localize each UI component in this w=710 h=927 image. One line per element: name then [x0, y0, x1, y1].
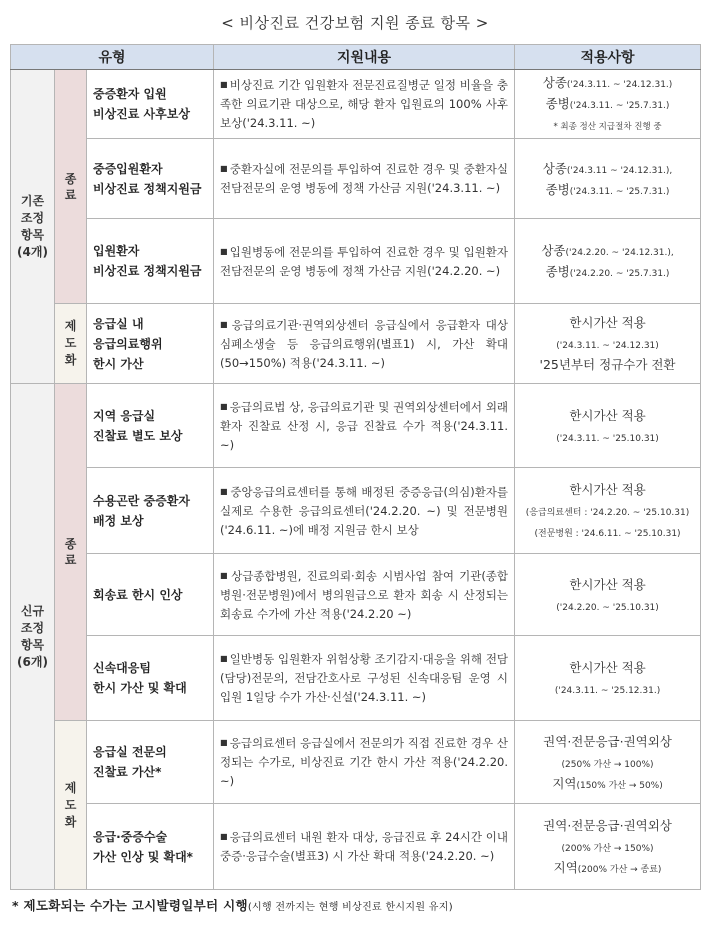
apply-sm: ('24.3.11. ~ '25.7.31.) — [569, 101, 670, 111]
apply-big: 한시가산 적용 — [569, 482, 646, 497]
support-end-table — [10, 44, 701, 890]
group-existing — [11, 70, 55, 384]
apply-line — [517, 333, 698, 354]
item-name-line: 신속대응팀 — [93, 661, 151, 675]
apply-details — [515, 721, 701, 804]
support-content-text: 상급종합병원, 진료의뢰·회송 시범사업 참여 기관(종합병원·전문병원)에서 병의원급으로 환자 회송 시 산정되는 회송료 수가에 가산 적용('24.2.20 ~) — [220, 568, 509, 621]
apply-line — [517, 857, 698, 878]
square-bullet-icon: ■ — [220, 486, 229, 496]
apply-sm: ('24.3.11 ~ '24.12.31.), — [566, 165, 673, 176]
apply-line — [517, 752, 698, 773]
header-content: 지원내용 — [214, 45, 515, 70]
support-content — [214, 554, 515, 636]
footnote — [12, 896, 453, 914]
apply-line — [517, 595, 698, 616]
support-content — [214, 139, 515, 219]
apply-details — [515, 384, 701, 468]
apply-sm: (200% 가산 → 150%) — [561, 844, 654, 854]
group-new-line: 신규 — [20, 603, 45, 618]
item-name-line: 응급실 전문의 — [93, 745, 167, 759]
page-title: < 비상진료 건강보험 지원 종료 항목 > — [221, 14, 489, 32]
item-name-line: 한시 가산 — [93, 356, 144, 371]
footnote-main: * 제도화되는 수가는 고시발령일부터 시행 — [12, 898, 248, 913]
apply-details — [515, 304, 701, 384]
support-content — [214, 304, 515, 384]
apply-big: 종병 — [545, 181, 570, 197]
item-name-line: 비상진료 정책지원금 — [93, 264, 202, 278]
apply-line — [517, 500, 698, 521]
support-content-text: 입원병동에 전문의를 투입하여 진료한 경우 및 입원환자 전담전문의 운영 병동에 정책 가산금 지원('24.2.20. ~) — [220, 244, 509, 278]
table-row — [11, 468, 701, 554]
subgroup-institutionalize-line: 제 — [64, 319, 77, 333]
subgroup-institutionalize-line: 도 — [64, 336, 77, 350]
apply-details — [515, 554, 701, 636]
table-row — [11, 70, 701, 139]
support-content — [214, 468, 515, 554]
support-content — [214, 384, 515, 468]
apply-line — [517, 479, 698, 500]
item-name-line: 비상진료 사후보상 — [93, 107, 190, 121]
apply-details — [515, 219, 701, 304]
item-name-line: 지역 응급실 — [93, 408, 156, 423]
apply-line — [517, 158, 698, 179]
apply-line — [517, 261, 698, 282]
item-name-line: 중증환자 입원 — [93, 87, 167, 101]
item-name — [87, 70, 214, 139]
item-name — [87, 554, 214, 636]
item-name — [87, 468, 214, 554]
support-content — [214, 219, 515, 304]
support-content — [214, 70, 515, 139]
table-row — [11, 384, 701, 468]
item-name — [87, 219, 214, 304]
item-name-line: 비상진료 정책지원금 — [93, 181, 202, 196]
table-row — [11, 721, 701, 804]
subgroup-institutionalize-line: 도 — [64, 797, 77, 812]
apply-sm: (250% 가산 → 100%) — [561, 759, 654, 770]
apply-big: 상종 — [541, 243, 566, 258]
apply-line — [517, 312, 698, 333]
group-new — [11, 384, 55, 890]
square-bullet-icon: ■ — [220, 164, 228, 173]
table-row — [11, 636, 701, 721]
apply-line — [517, 574, 698, 595]
subgroup-end-line: 종 — [64, 171, 77, 186]
apply-line — [517, 836, 698, 857]
apply-big: 상종 — [542, 160, 567, 176]
square-bullet-icon: ■ — [220, 401, 228, 411]
table-header-row — [11, 45, 701, 70]
apply-big: 한시가산 적용 — [569, 315, 646, 330]
item-name-line: 응급실 내 — [93, 316, 144, 331]
item-name-line: 응급·중증수술 — [93, 829, 168, 844]
apply-details — [515, 636, 701, 721]
apply-sm: (200% 가산 → 종료) — [577, 865, 662, 875]
subgroup-end-line: 료 — [64, 553, 77, 567]
apply-note: * 최종 정산 지급절차 진행 중 — [553, 122, 662, 132]
subgroup-institutionalize-line: 화 — [64, 353, 77, 367]
apply-line — [517, 240, 698, 261]
subgroup-institutionalize — [55, 721, 87, 890]
footnote-detail: (시행 전까지는 현행 비상진료 한시지원 유지) — [247, 902, 453, 913]
table-row — [11, 139, 701, 219]
apply-line — [517, 678, 698, 699]
table-row — [11, 219, 701, 304]
support-content-text: 응급의료센터 내원 환자 대상, 응급진료 후 24시간 이내 중증·응급수술(별표3) 시 가산 확대 적용('24.2.20. ~) — [220, 830, 509, 863]
item-name-line: 입원환자 — [93, 244, 140, 258]
item-name-line: 응급의료행위 — [93, 336, 163, 351]
item-name — [87, 139, 214, 219]
item-name — [87, 636, 214, 721]
subgroup-end-line: 료 — [64, 187, 77, 202]
apply-sm: ('24.3.11. ~ '25.12.31.) — [554, 686, 661, 696]
group-existing-line: (4개) — [17, 244, 48, 259]
apply-line — [517, 93, 698, 114]
apply-big: 한시가산 적용 — [569, 660, 646, 675]
apply-line — [517, 114, 698, 136]
item-name-line: 진찰료 가산* — [93, 765, 162, 779]
apply-details — [515, 139, 701, 219]
item-name — [87, 384, 214, 468]
table-row — [11, 804, 701, 890]
apply-sm: ('24.2.20. ~ '25.7.31.) — [569, 269, 670, 279]
item-name-line: 수용곤란 중증환자 — [93, 493, 190, 508]
item-name-line: 진찰료 별도 보상 — [93, 428, 183, 443]
header-apply: 적용사항 — [515, 45, 701, 70]
apply-sm: (전문병원 : '24.6.11. ~ '25.10.31) — [534, 529, 681, 539]
subgroup-end-line: 종 — [64, 537, 77, 551]
support-content — [214, 636, 515, 721]
apply-big: 지역 — [553, 860, 578, 875]
square-bullet-icon: ■ — [220, 80, 228, 89]
apply-big: 한시가산 적용 — [569, 576, 646, 592]
square-bullet-icon: ■ — [220, 319, 230, 329]
support-content — [214, 721, 515, 804]
apply-line — [517, 72, 698, 93]
apply-line — [517, 405, 698, 426]
apply-sm: ('24.3.11. ~ '24.12.31) — [556, 341, 659, 351]
apply-details — [515, 70, 701, 139]
group-existing-line: 항목 — [20, 227, 45, 242]
apply-line — [517, 521, 698, 542]
item-name-line: 가산 인상 및 확대* — [93, 849, 193, 864]
apply-sm: ('24.2.20. ~ '24.12.31.), — [565, 248, 674, 258]
apply-sm: ('24.3.11. ~ '25.10.31) — [556, 433, 659, 444]
group-existing-line: 기존 — [20, 193, 45, 208]
subgroup-institutionalize-line: 제 — [64, 780, 77, 795]
square-bullet-icon: ■ — [220, 570, 230, 580]
support-content-text: 중앙응급의료센터를 통해 배정된 중증응급(의심)환자를 실제로 수용한 응급의료센터('24.2.20. ~) 및 전문병원('24.6.11. ~)에 배정 지원금 한시 보상 — [220, 484, 509, 537]
table-row — [11, 304, 701, 384]
apply-details — [515, 468, 701, 554]
square-bullet-icon: ■ — [220, 654, 228, 663]
apply-sm: (150% 가산 → 50%) — [576, 780, 663, 791]
apply-line — [517, 657, 698, 678]
item-name-line: 한시 가산 및 확대 — [93, 681, 187, 695]
group-existing-line: 조정 — [20, 210, 45, 225]
support-content-text: 일반병동 입원환자 위험상황 조기감지·대응을 위해 전담(담당)전문의, 전담간호사로 구성된 신속대응팀 운영 시 입원 1일당 수가 가산·신설('24.3.11. ~) — [220, 652, 509, 704]
group-new-line: (6개) — [17, 654, 48, 669]
apply-line — [517, 179, 698, 200]
support-content-text: 응급의료센터 응급실에서 전문의가 직접 진료한 경우 산정되는 수가로, 비상진료 기간 한시 가산 적용('24.2.20. ~) — [220, 736, 509, 788]
apply-sm: ('24.2.20. ~ '25.10.31) — [556, 602, 659, 613]
item-name-line: 중증입원환자 — [93, 161, 163, 176]
apply-big: 지역 — [552, 775, 577, 791]
apply-line — [517, 815, 698, 836]
subgroup-end — [55, 70, 87, 304]
apply-big: 한시가산 적용 — [569, 407, 646, 423]
apply-big: 권역·전문응급·권역외상 — [543, 818, 672, 833]
apply-big: '25년부터 정규수가 전환 — [539, 357, 676, 372]
apply-big: 권역·전문응급·권역외상 — [543, 733, 672, 749]
square-bullet-icon: ■ — [220, 246, 228, 256]
header-type: 유형 — [11, 45, 214, 70]
apply-big: 종병 — [545, 264, 570, 279]
support-content — [214, 804, 515, 890]
group-new-line: 조정 — [20, 620, 45, 635]
subgroup-institutionalize-line: 화 — [64, 814, 77, 829]
subgroup-institutionalize — [55, 304, 87, 384]
group-new-line: 항목 — [20, 637, 45, 652]
square-bullet-icon: ■ — [220, 832, 228, 841]
support-content-text: 비상진료 기간 입원환자 전문진료질병군 일정 비율을 충족한 의료기관 대상으로, 해당 환자 입원료의 100% 사후보상('24.3.11. ~) — [220, 78, 509, 130]
apply-line — [517, 354, 698, 375]
apply-details — [515, 804, 701, 890]
item-name — [87, 304, 214, 384]
apply-sm: ('24.3.11. ~ '25.7.31.) — [569, 186, 670, 197]
item-name-line: 회송료 한시 인상 — [93, 587, 183, 602]
apply-sm: ('24.3.11. ~ '24.12.31.) — [566, 80, 673, 90]
apply-big: 상종 — [542, 75, 567, 90]
subgroup-end — [55, 384, 87, 721]
apply-line — [517, 773, 698, 794]
apply-sm: (응급의료센터 : '24.2.20. ~ '25.10.31) — [525, 508, 690, 518]
square-bullet-icon: ■ — [220, 738, 228, 747]
support-content-text: 응급의료법 상, 응급의료기관 및 권역외상센터에서 외래환자 진찰료 산정 시, 응급 진찰료 수가 적용('24.3.11. ~) — [220, 399, 509, 452]
apply-line — [517, 426, 698, 447]
support-content-text: 응급의료기관·권역외상센터 응급실에서 응급환자 대상 심폐소생술 등 응급의료행위(별표1) 시, 가산 확대(50→150%) 적용('24.3.11. ~) — [220, 317, 509, 370]
item-name — [87, 804, 214, 890]
apply-big: 종병 — [545, 96, 570, 111]
table-row — [11, 554, 701, 636]
support-content-text: 중환자실에 전문의를 투입하여 진료한 경우 및 중환자실 전담전문의 운영 병동에 정책 가산금 지원('24.3.11. ~) — [220, 162, 509, 195]
item-name-line: 배정 보상 — [93, 513, 144, 528]
item-name — [87, 721, 214, 804]
apply-line — [517, 731, 698, 752]
